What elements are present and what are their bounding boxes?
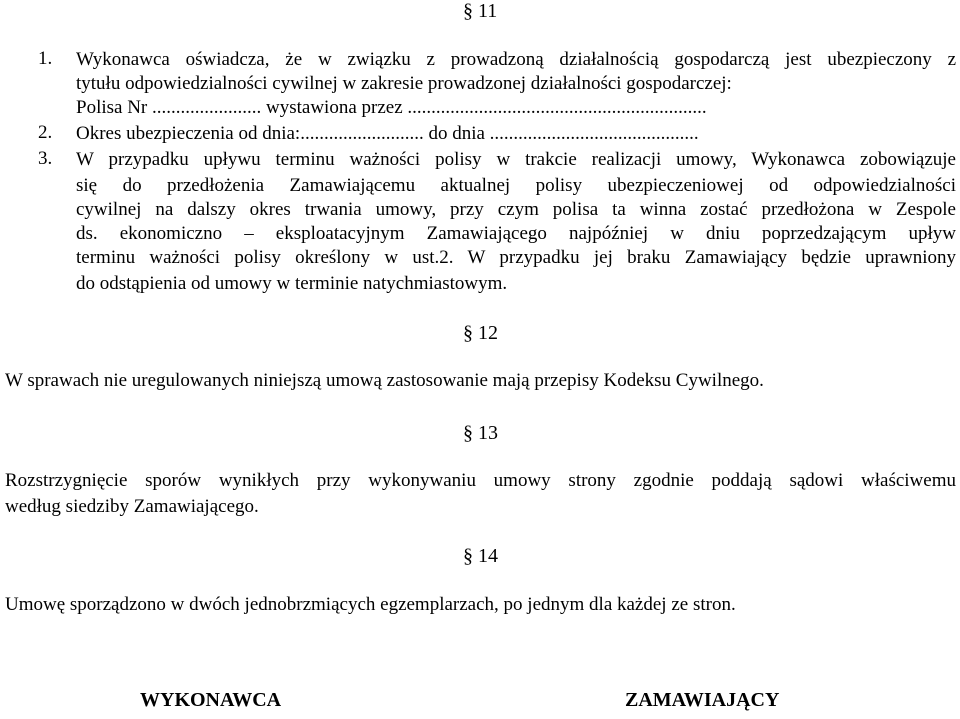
item-3-line-6: do odstąpienia od umowy w terminie natychmiastowym. bbox=[76, 273, 508, 294]
item-3-line-4: ds. ekonomiczno – eksploatacyjnym Zamawiającego najpóźniej w dniu poprzedzającym upływ bbox=[76, 223, 956, 244]
section-13-line-2: według siedziby Zamawiającego. bbox=[5, 496, 259, 517]
signature-contractor: WYKONAWCA bbox=[140, 689, 282, 711]
section-14-heading: § 14 bbox=[463, 545, 498, 567]
item-1-line-3: Polisa Nr ....................... wystawiona przez ............................................................... bbox=[76, 97, 707, 118]
section-12-heading: § 12 bbox=[463, 322, 498, 344]
item-3-line-5: terminu ważności polisy określony w ust.2. W przypadku jej braku Zamawiający będzie uprawniony bbox=[76, 247, 956, 268]
item-3-line-3: cywilnej na dalszy okres trwania umowy, przy czym polisa ta winna zostać przedłożona w Zespole bbox=[76, 199, 956, 220]
signature-client: ZAMAWIAJĄCY bbox=[625, 689, 780, 711]
item-2-number: 2. bbox=[38, 122, 53, 143]
section-12-text: W sprawach nie uregulowanych niniejszą umową zastosowanie mają przepisy Kodeksu Cywilnego. bbox=[5, 370, 764, 391]
item-1-line-1: Wykonawca oświadcza, że w związku z prowadzoną działalnością gospodarczą jest ubezpieczony z bbox=[76, 49, 956, 70]
section-11-heading: § 11 bbox=[463, 0, 498, 22]
section-13-heading: § 13 bbox=[463, 422, 498, 444]
section-13-line-1: Rozstrzygnięcie sporów wynikłych przy wykonywaniu umowy strony zgodnie poddają sądowi właściwemu bbox=[5, 470, 956, 491]
item-3-line-2: się do przedłożenia Zamawiającemu aktualnej polisy ubezpieczeniowej od odpowiedzialności bbox=[76, 175, 956, 196]
item-1-number: 1. bbox=[38, 48, 53, 69]
item-3-line-1: W przypadku upływu terminu ważności polisy w trakcie realizacji umowy, Wykonawca zobowiązuje bbox=[76, 149, 956, 170]
section-14-text: Umowę sporządzono w dwóch jednobrzmiących egzemplarzach, po jednym dla każdej ze stron. bbox=[5, 594, 736, 615]
item-3-number: 3. bbox=[38, 148, 53, 169]
item-1-line-2: tytułu odpowiedzialności cywilnej w zakresie prowadzonej działalności gospodarczej: bbox=[76, 73, 732, 94]
item-2-text: Okres ubezpieczenia od dnia:.......................... do dnia ............................................ bbox=[76, 123, 699, 144]
